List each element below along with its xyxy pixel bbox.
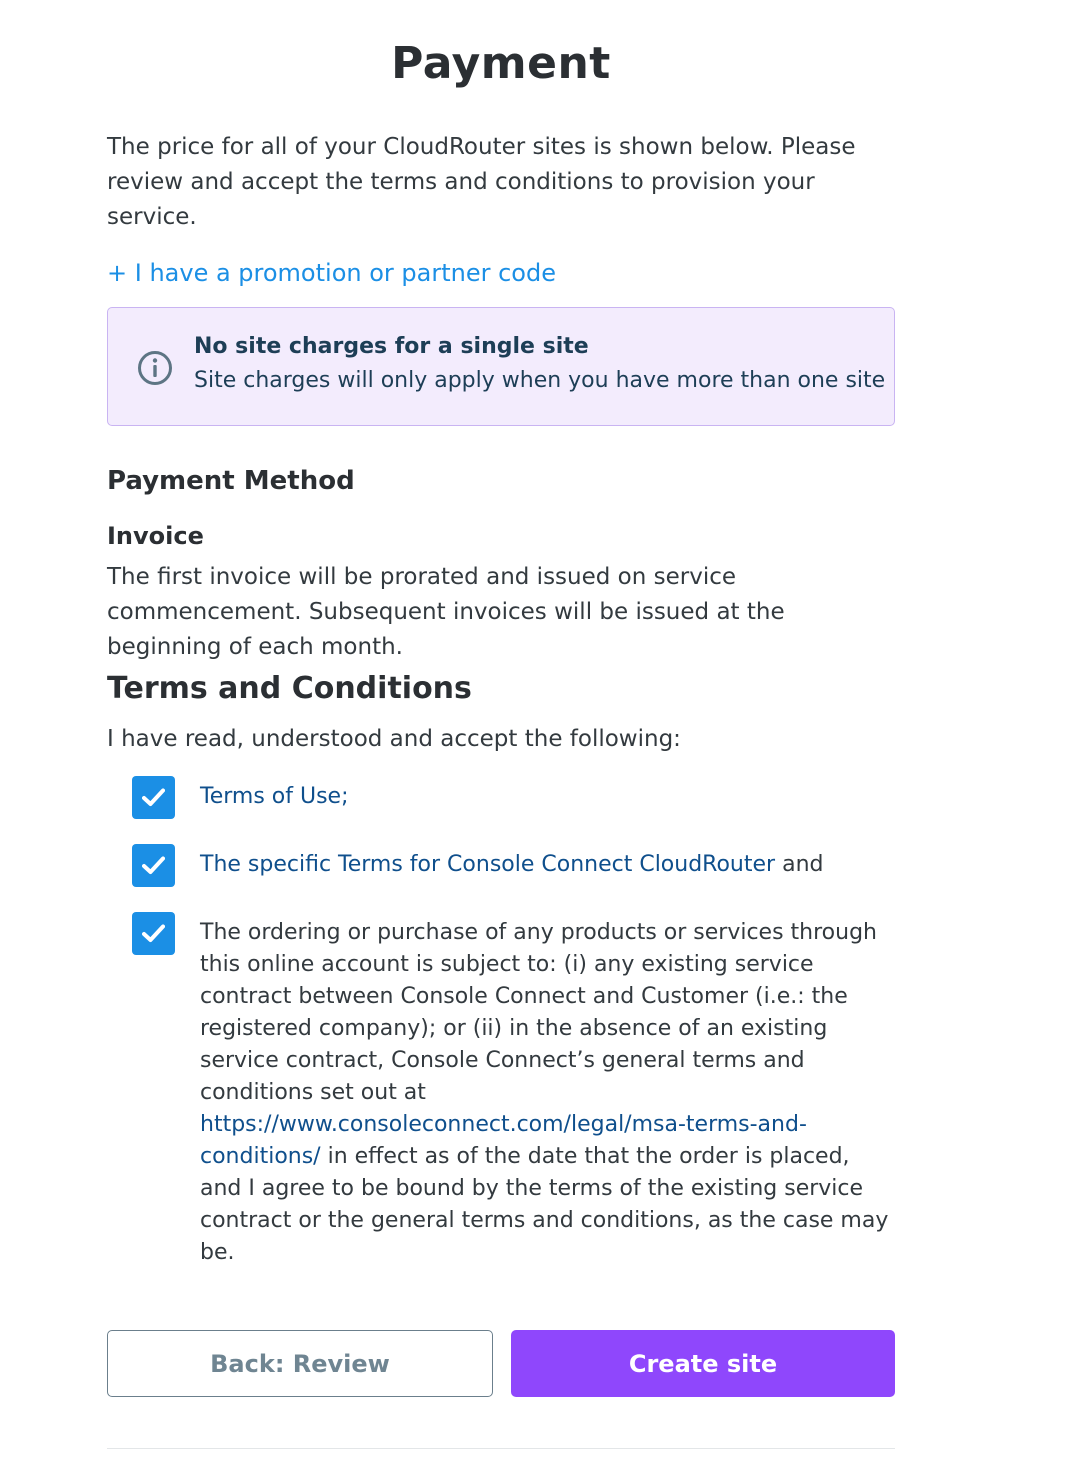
- term-prefix: The ordering or purchase of any products or services through this online account is subject to: (i) any existing service contract between Console Connect and Customer (i.e.: the registered company); or (ii) in the absence of an existing service contract, Console Connect’s general terms and conditions set out at: [200, 920, 877, 1105]
- back-review-button[interactable]: Back: Review: [107, 1330, 493, 1397]
- term-text: [200, 844, 895, 881]
- info-icon: [137, 350, 173, 386]
- payment-method-heading: Payment Method: [107, 466, 355, 496]
- check-icon: [142, 787, 165, 808]
- term-item-cloudrouter-terms: [107, 844, 895, 888]
- page-title: Payment: [391, 38, 611, 89]
- term-item-service-contract: [107, 912, 895, 1269]
- action-buttons: [107, 1330, 895, 1397]
- cloudrouter-terms-checkbox[interactable]: [132, 844, 175, 887]
- check-icon: [142, 923, 165, 944]
- promo-code-link[interactable]: + I have a promotion or partner code: [107, 259, 556, 287]
- payment-content: [107, 130, 895, 1293]
- info-banner: [107, 307, 895, 426]
- term-item-terms-of-use: [107, 776, 895, 820]
- terms-of-use-link[interactable]: Terms of Use;: [200, 784, 349, 809]
- terms-list: [107, 776, 895, 1269]
- terms-intro: I have read, understood and accept the following:: [107, 726, 681, 752]
- term-text: [200, 912, 895, 1269]
- term-suffix: in effect as of the date that the order is placed, and I agree to be bound by the terms of the existing service contract or the general terms and conditions, as the case may be.: [200, 1144, 889, 1265]
- info-title: No site charges for a single site: [194, 334, 589, 359]
- invoice-heading: Invoice: [107, 522, 204, 550]
- check-icon: [142, 855, 165, 876]
- divider: [107, 1448, 895, 1449]
- invoice-description: The first invoice will be prorated and issued on service commencement. Subsequent invoices will be issued at the beginning of each month.: [107, 564, 785, 660]
- service-contract-checkbox[interactable]: [132, 912, 175, 955]
- term-text: [200, 776, 895, 813]
- term-suffix: and: [775, 852, 824, 877]
- info-text: Site charges will only apply when you have more than one site: [194, 368, 886, 393]
- terms-of-use-checkbox[interactable]: [132, 776, 175, 819]
- intro-text: The price for all of your CloudRouter sites is shown below. Please review and accept the terms and conditions to provision your service.: [107, 134, 856, 230]
- msa-terms-link[interactable]: https://www.consoleconnect.com/legal/msa-terms-and-conditions/: [200, 1112, 807, 1169]
- terms-heading: Terms and Conditions: [107, 671, 472, 706]
- cloudrouter-terms-link[interactable]: The specific Terms for Console Connect CloudRouter: [200, 852, 776, 877]
- create-site-button[interactable]: Create site: [511, 1330, 895, 1397]
